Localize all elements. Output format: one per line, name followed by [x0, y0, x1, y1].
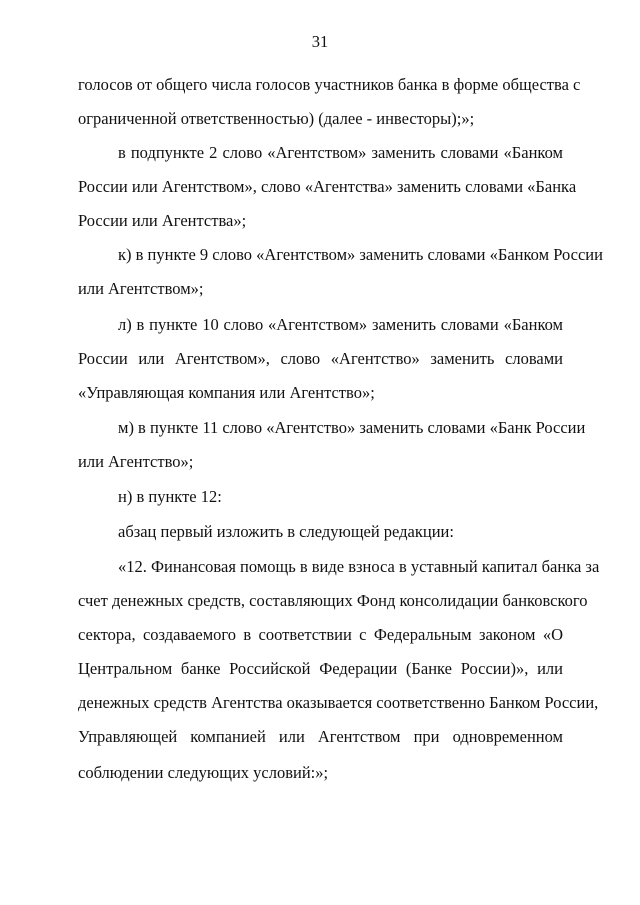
- text-line: «12. Финансовая помощь в виде взноса в уставный капитал банка за: [118, 557, 600, 576]
- text-line: денежных средств Агентства оказывается соответственно Банком России,: [78, 693, 599, 712]
- text-line: Центральном банке Российской Федерации (Банке России)», или: [78, 659, 563, 678]
- text-line: ограниченной ответственностью) (далее - инвесторы);»;: [78, 109, 475, 128]
- text-line: абзац первый изложить в следующей редакции:: [118, 522, 454, 541]
- text-line: соблюдении следующих условий:»;: [78, 763, 329, 782]
- text-line: голосов от общего числа голосов участников банка в форме общества с: [78, 75, 581, 94]
- page-number: 31: [311, 32, 329, 51]
- text-line: России или Агентством», слово «Агентство» заменить словами: [78, 349, 563, 368]
- text-line: «Управляющая компания или Агентство»;: [78, 383, 375, 402]
- text-line: м) в пункте 11 слово «Агентство» заменить словами «Банк России: [118, 418, 586, 437]
- text-line: или Агентство»;: [78, 452, 194, 471]
- text-line: России или Агентства»;: [78, 211, 247, 230]
- text-line: к) в пункте 9 слово «Агентством» заменить словами «Банком России: [118, 245, 603, 264]
- text-line: в подпункте 2 слово «Агентством» заменить словами «Банком: [118, 143, 563, 162]
- text-line: л) в пункте 10 слово «Агентством» заменить словами «Банком: [118, 315, 563, 334]
- text-line: Управляющей компанией или Агентством при одновременном: [78, 727, 563, 746]
- text-line: России или Агентством», слово «Агентства» заменить словами «Банка: [78, 177, 577, 196]
- text-line: или Агентством»;: [78, 279, 204, 298]
- text-line: сектора, создаваемого в соответствии с Федеральным законом «О: [78, 625, 563, 644]
- text-line: счет денежных средств, составляющих Фонд консолидации банковского: [78, 591, 588, 610]
- text-line: н) в пункте 12:: [118, 487, 222, 506]
